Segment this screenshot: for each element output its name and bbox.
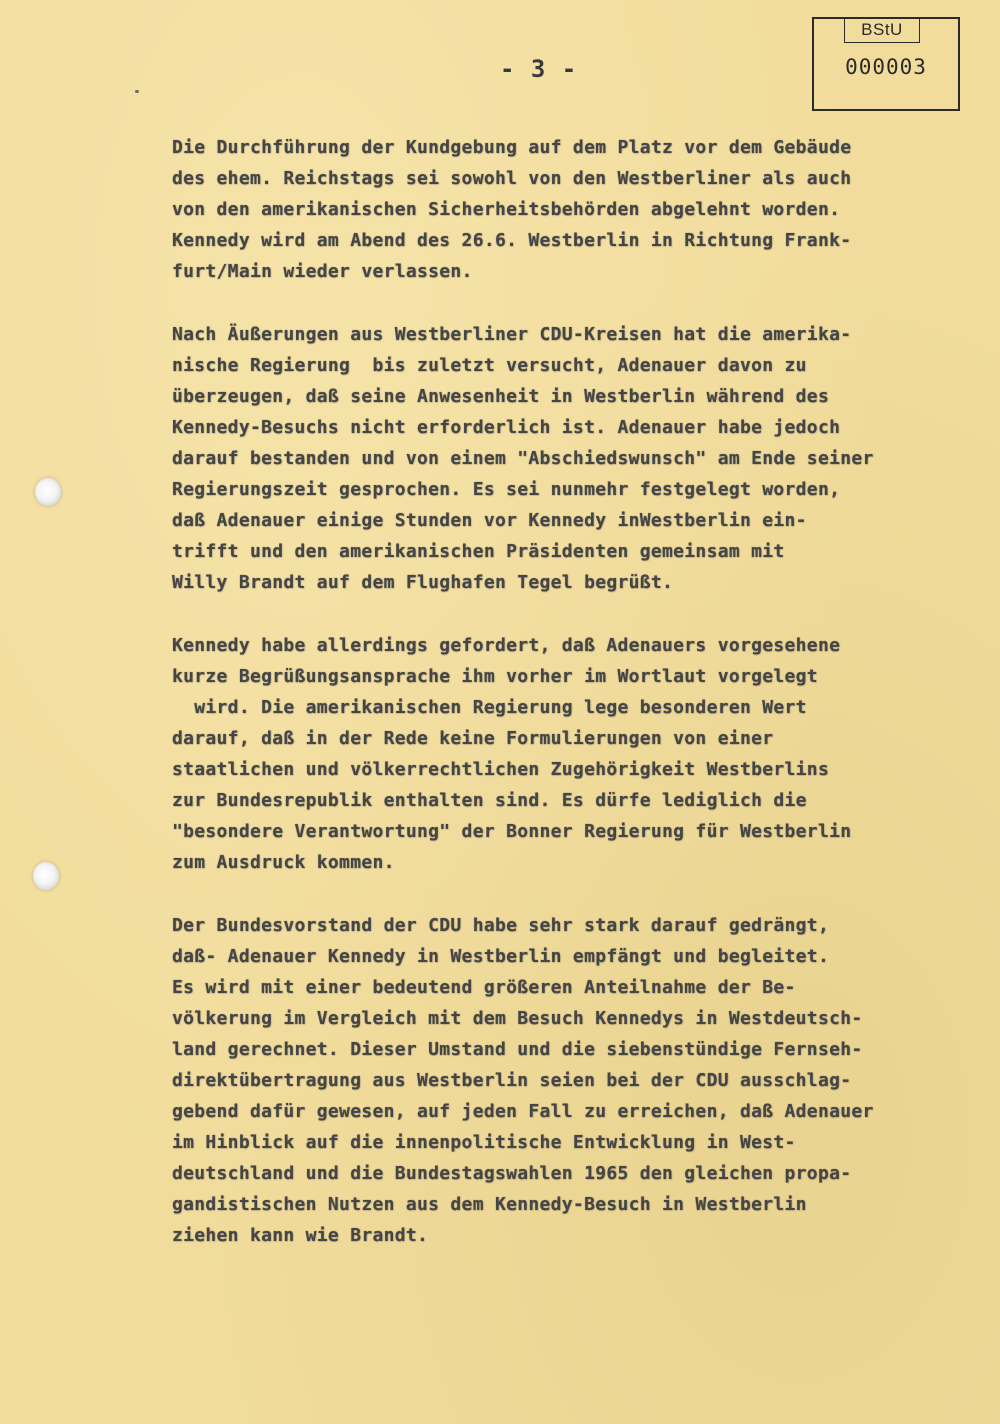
text-line: daß- Adenauer Kennedy in Westberlin empfängt und begleitet. — [172, 946, 830, 967]
text-line: gebend dafür gewesen, auf jeden Fall zu erreichen, daß Adenauer — [172, 1101, 874, 1122]
text-line: Kennedy-Besuchs nicht erforderlich ist. Adenauer habe jedoch — [172, 417, 841, 438]
text-line: land gerechnet. Dieser Umstand und die siebenstündige Fernseh- — [172, 1039, 863, 1060]
text-line: Der Bundesvorstand der CDU habe sehr stark darauf gedrängt, — [172, 915, 830, 936]
stamp-number: 000003 — [845, 55, 927, 79]
text-line: Die Durchführung der Kundgebung auf dem Platz vor dem Gebäude — [172, 137, 852, 158]
text-line: des ehem. Reichstags sei sowohl von den Westberliner als auch — [172, 168, 852, 189]
text-line: darauf, daß in der Rede keine Formulierungen von einer — [172, 728, 774, 749]
text-line: trifft und den amerikanischen Präsidenten gemeinsam mit — [172, 541, 785, 562]
text-line: deutschland und die Bundestagswahlen 1965 den gleichen propa- — [172, 1163, 852, 1184]
typed-body-text — [172, 132, 972, 1283]
text-line: nische Regierung bis zuletzt versucht, Adenauer davon zu — [172, 355, 807, 376]
text-line: Kennedy wird am Abend des 26.6. Westberlin in Richtung Frank- — [172, 230, 852, 251]
stamp-label: BStU — [844, 19, 920, 43]
text-line: zur Bundesrepublik enthalten sind. Es dürfe lediglich die — [172, 790, 807, 811]
punch-hole-top — [35, 478, 61, 506]
text-line: wird. Die amerikanischen Regierung lege besonderen Wert — [172, 697, 807, 718]
text-line: im Hinblick auf die innenpolitische Entwicklung in West- — [172, 1132, 796, 1153]
text-line: Willy Brandt auf dem Flughafen Tegel begrüßt. — [172, 572, 674, 593]
text-line: zum Ausdruck kommen. — [172, 852, 395, 873]
text-line: daß Adenauer einige Stunden vor Kennedy inWestberlin ein- — [172, 510, 807, 531]
text-line: Nach Äußerungen aus Westberliner CDU-Kreisen hat die amerika- — [172, 324, 852, 345]
text-line: darauf bestanden und von einem "Abschiedswunsch" am Ende seiner — [172, 448, 874, 469]
paragraph — [172, 910, 972, 1251]
text-line: direktübertragung aus Westberlin seien bei der CDU ausschlag- — [172, 1070, 852, 1091]
page-number: - 3 - — [500, 55, 578, 83]
text-line: kurze Begrüßungsansprache ihm vorher im Wortlaut vorgelegt — [172, 666, 818, 687]
text-line: staatlichen und völkerrechtlichen Zugehörigkeit Westberlins — [172, 759, 830, 780]
text-line: Es wird mit einer bedeutend größeren Anteilnahme der Be- — [172, 977, 796, 998]
text-line: von den amerikanischen Sicherheitsbehörden abgelehnt worden. — [172, 199, 841, 220]
paragraph — [172, 319, 972, 598]
archive-stamp — [812, 17, 960, 111]
text-line: furt/Main wieder verlassen. — [172, 261, 473, 282]
text-line: gandistischen Nutzen aus dem Kennedy-Besuch in Westberlin — [172, 1194, 807, 1215]
paragraph — [172, 132, 972, 287]
punch-hole-bottom — [33, 862, 59, 890]
text-line: Regierungszeit gesprochen. Es sei nunmehr festgelegt worden, — [172, 479, 841, 500]
text-line: ziehen kann wie Brandt. — [172, 1225, 429, 1246]
text-line: überzeugen, daß seine Anwesenheit in Westberlin während des — [172, 386, 830, 407]
paragraph — [172, 630, 972, 878]
text-line: "besondere Verantwortung" der Bonner Regierung für Westberlin — [172, 821, 852, 842]
ink-speck — [135, 90, 139, 93]
text-line: völkerung im Vergleich mit dem Besuch Kennedys in Westdeutsch- — [172, 1008, 863, 1029]
text-line: Kennedy habe allerdings gefordert, daß Adenauers vorgesehene — [172, 635, 841, 656]
